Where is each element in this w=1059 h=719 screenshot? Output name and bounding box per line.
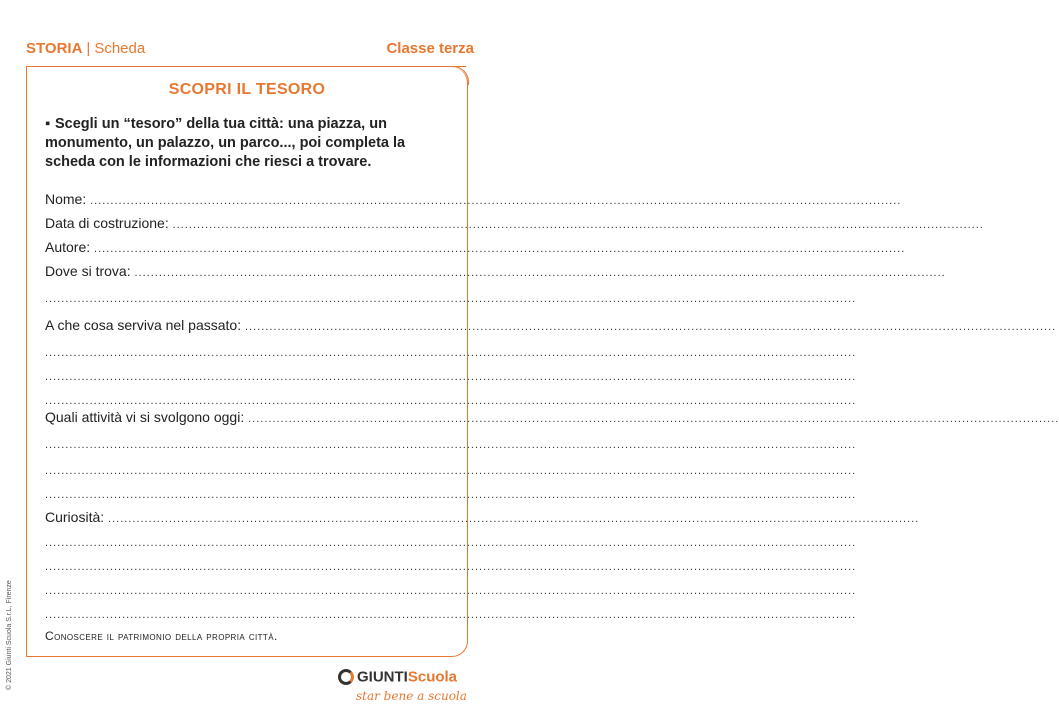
form-line[interactable] <box>45 213 984 233</box>
logo-text-giunti: GIUNTI <box>357 668 408 686</box>
giunti-g-icon <box>338 669 354 685</box>
grade-label: Classe terza <box>386 40 474 57</box>
field-label: A che cosa serviva nel passato: <box>45 317 242 333</box>
copyright-notice <box>6 540 16 690</box>
dotted-fill-line[interactable]: ........................................................................................................................................................................................................ <box>45 347 857 359</box>
instruction-body: Scegli un “tesoro” della tua città: una piazza, un monumento, un palazzo, un parco..., poi completa la scheda con le informazioni che riesci a trovare. <box>45 116 406 170</box>
footer-note: Conoscere il patrimonio della propria città. <box>45 629 278 643</box>
form-line[interactable] <box>45 433 857 453</box>
field-label: Nome: <box>45 191 87 207</box>
dotted-fill-line[interactable]: ........................................................................................................................................................................................................ <box>45 465 857 477</box>
form-line[interactable] <box>45 287 857 307</box>
subject-text: STORIA <box>26 40 83 57</box>
dotted-fill-line[interactable]: ........................................................................................................................................................................................................ <box>45 537 857 549</box>
dotted-fill-line[interactable]: ........................................................................................................................................................................................................ <box>248 413 1059 425</box>
dotted-fill-line[interactable]: ........................................................................................................................................................................................................ <box>134 267 946 279</box>
form-line[interactable] <box>45 483 857 503</box>
page-header <box>26 40 474 66</box>
logo-wordmark <box>338 668 457 688</box>
bullet-icon: ▪ <box>45 116 51 132</box>
form-line[interactable] <box>45 389 857 409</box>
dotted-fill-line[interactable]: ........................................................................................................................................................................................................ <box>45 561 857 573</box>
field-label: Dove si trova: <box>45 263 131 279</box>
form-line[interactable] <box>45 365 857 385</box>
dotted-fill-line[interactable]: ........................................................................................................................................................................................................ <box>172 219 984 231</box>
copyright-text: © 2021 Giunti Scuola S.r.L, Firenze <box>6 580 13 690</box>
dotted-fill-line[interactable]: ........................................................................................................................................................................................................ <box>45 371 857 383</box>
field-label: Data di costruzione: <box>45 215 169 231</box>
form-line[interactable] <box>45 189 902 209</box>
field-label: Quali attività vi si svolgono oggi: <box>45 409 245 425</box>
form-line[interactable] <box>45 555 857 575</box>
form-line[interactable] <box>45 315 1057 335</box>
worksheet-card <box>26 67 1059 657</box>
instruction-text <box>45 115 449 172</box>
field-label: Curiosità: <box>45 509 105 525</box>
form-line[interactable] <box>45 237 906 257</box>
dotted-fill-line[interactable]: ........................................................................................................................................................................................................ <box>45 395 857 407</box>
field-label: Autore: <box>45 239 91 255</box>
form-line[interactable] <box>45 341 857 361</box>
form-line[interactable] <box>45 261 946 281</box>
dotted-fill-line[interactable]: ........................................................................................................................................................................................................ <box>45 489 857 501</box>
header-separator: | <box>86 40 91 57</box>
publisher-logo <box>338 668 478 708</box>
form-line[interactable] <box>45 507 920 527</box>
dotted-fill-line[interactable]: ........................................................................................................................................................................................................ <box>45 609 857 621</box>
dotted-fill-line[interactable]: ........................................................................................................................................................................................................ <box>45 293 857 305</box>
form-line[interactable] <box>45 459 857 479</box>
form-line[interactable] <box>45 579 857 599</box>
form-line[interactable] <box>45 603 857 623</box>
dotted-fill-line[interactable]: ........................................................................................................................................................................................................ <box>245 321 1057 333</box>
dotted-fill-line[interactable]: ........................................................................................................................................................................................................ <box>90 195 902 207</box>
logo-tagline: star bene a scuola <box>356 689 467 703</box>
subject-label <box>26 40 145 57</box>
form-line[interactable] <box>45 531 857 551</box>
dotted-fill-line[interactable]: ........................................................................................................................................................................................................ <box>45 439 857 451</box>
form-line[interactable] <box>45 407 1059 427</box>
logo-text-scuola: Scuola <box>407 668 458 686</box>
worksheet-title: SCOPRI IL TESORO <box>168 81 326 98</box>
dotted-fill-line[interactable]: ........................................................................................................................................................................................................ <box>108 513 920 525</box>
section-label: Scheda <box>94 40 146 57</box>
dotted-fill-line[interactable]: ........................................................................................................................................................................................................ <box>94 243 906 255</box>
dotted-fill-line[interactable]: ........................................................................................................................................................................................................ <box>45 585 857 597</box>
